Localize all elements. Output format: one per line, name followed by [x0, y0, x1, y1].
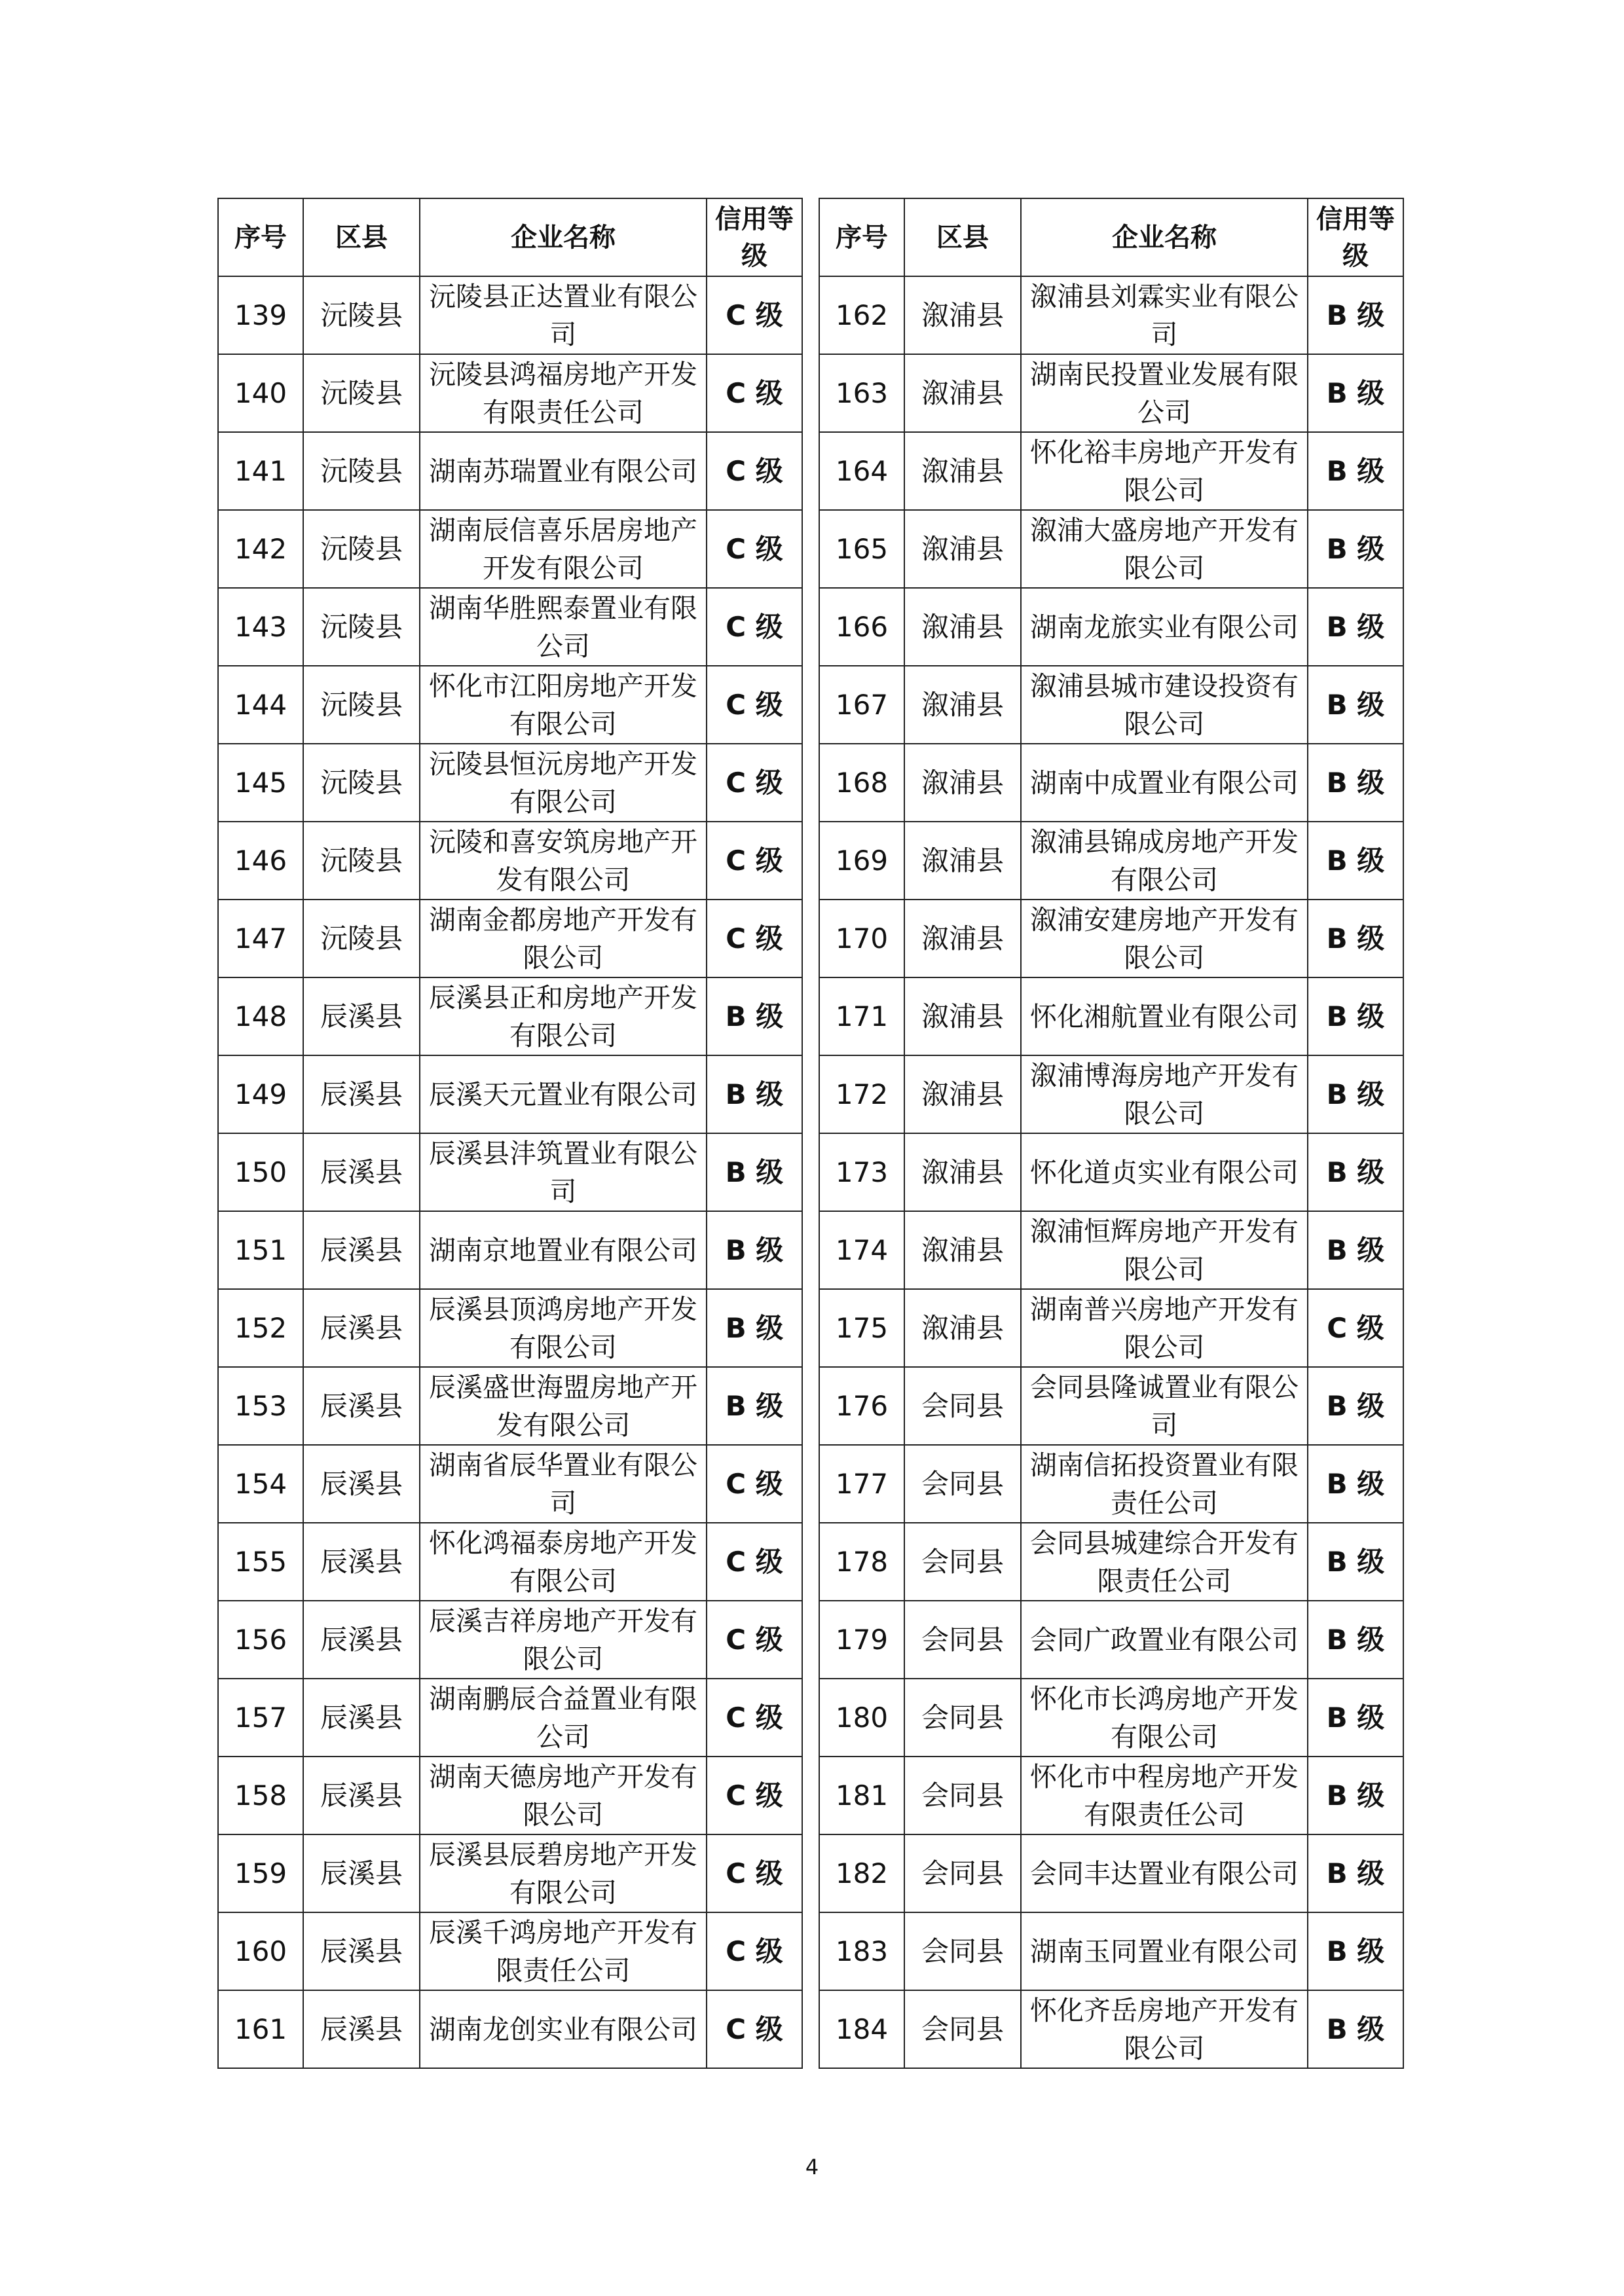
cell-district: 会同县 [904, 1834, 1021, 1912]
cell-district: 溆浦县 [904, 1211, 1021, 1289]
table-row [819, 1912, 1403, 1990]
table-row [218, 822, 802, 900]
cell-district: 溆浦县 [904, 744, 1021, 822]
cell-company-name: 怀化鸿福泰房地产开发有限公司 [420, 1523, 707, 1601]
cell-district: 会同县 [904, 1601, 1021, 1679]
cell-company-name: 湖南信拓投资置业有限责任公司 [1021, 1445, 1308, 1523]
cell-no: 170 [819, 900, 904, 977]
cell-credit-grade: C 级 [707, 1834, 802, 1912]
cell-district: 溆浦县 [904, 666, 1021, 744]
cell-company-name: 湖南华胜熙泰置业有限公司 [420, 588, 707, 666]
cell-no: 152 [218, 1289, 303, 1367]
cell-company-name: 湖南玉同置业有限公司 [1021, 1912, 1308, 1990]
cell-company-name: 溆浦县刘霖实业有限公司 [1021, 276, 1308, 354]
cell-no: 161 [218, 1990, 303, 2068]
cell-district: 沅陵县 [303, 744, 420, 822]
cell-district: 溆浦县 [904, 276, 1021, 354]
table-row [218, 900, 802, 977]
table-row [218, 744, 802, 822]
cell-no: 155 [218, 1523, 303, 1601]
table-header-row [819, 198, 1403, 276]
cell-no: 184 [819, 1990, 904, 2068]
cell-district: 会同县 [904, 1523, 1021, 1601]
table-row [218, 1757, 802, 1834]
cell-district: 辰溪县 [303, 1133, 420, 1211]
cell-credit-grade: B 级 [1308, 510, 1403, 588]
cell-credit-grade: B 级 [1308, 1133, 1403, 1211]
cell-company-name: 湖南天德房地产开发有限公司 [420, 1757, 707, 1834]
cell-credit-grade: B 级 [1308, 1055, 1403, 1133]
cell-district: 沅陵县 [303, 822, 420, 900]
cell-no: 156 [218, 1601, 303, 1679]
cell-credit-grade: B 级 [1308, 588, 1403, 666]
cell-credit-grade: C 级 [707, 276, 802, 354]
cell-credit-grade: B 级 [1308, 1990, 1403, 2068]
table-row [819, 1133, 1403, 1211]
cell-no: 164 [819, 432, 904, 510]
table-row [819, 1055, 1403, 1133]
cell-no: 178 [819, 1523, 904, 1601]
table-row [218, 1912, 802, 1990]
cell-district: 辰溪县 [303, 1990, 420, 2068]
cell-credit-grade: C 级 [707, 1601, 802, 1679]
cell-credit-grade: C 级 [707, 822, 802, 900]
cell-no: 180 [819, 1679, 904, 1757]
cell-district: 辰溪县 [303, 1055, 420, 1133]
cell-credit-grade: C 级 [707, 1679, 802, 1757]
cell-district: 会同县 [904, 1367, 1021, 1445]
cell-credit-grade: C 级 [707, 1523, 802, 1601]
cell-no: 154 [218, 1445, 303, 1523]
cell-company-name: 湖南普兴房地产开发有限公司 [1021, 1289, 1308, 1367]
cell-no: 181 [819, 1757, 904, 1834]
cell-company-name: 辰溪天元置业有限公司 [420, 1055, 707, 1133]
header-grade: 信用等级 [707, 198, 802, 276]
cell-no: 143 [218, 588, 303, 666]
table-row [819, 744, 1403, 822]
table-row [218, 432, 802, 510]
table-body [218, 276, 802, 2068]
table-row [218, 276, 802, 354]
cell-company-name: 怀化湘航置业有限公司 [1021, 977, 1308, 1055]
table-row [819, 1445, 1403, 1523]
table-row [819, 977, 1403, 1055]
table-body [819, 276, 1403, 2068]
cell-no: 145 [218, 744, 303, 822]
cell-credit-grade: B 级 [1308, 666, 1403, 744]
cell-credit-grade: B 级 [1308, 1211, 1403, 1289]
cell-no: 159 [218, 1834, 303, 1912]
table-row [218, 977, 802, 1055]
cell-district: 辰溪县 [303, 1289, 420, 1367]
header-company: 企业名称 [1021, 198, 1308, 276]
cell-district: 沅陵县 [303, 432, 420, 510]
cell-district: 会同县 [904, 1445, 1021, 1523]
cell-district: 溆浦县 [904, 1289, 1021, 1367]
cell-no: 165 [819, 510, 904, 588]
cell-district: 溆浦县 [904, 432, 1021, 510]
cell-district: 会同县 [904, 1757, 1021, 1834]
cell-credit-grade: B 级 [1308, 1445, 1403, 1523]
cell-district: 会同县 [904, 1679, 1021, 1757]
cell-district: 溆浦县 [904, 510, 1021, 588]
cell-company-name: 怀化市长鸿房地产开发有限公司 [1021, 1679, 1308, 1757]
table-row [819, 1990, 1403, 2068]
header-company: 企业名称 [420, 198, 707, 276]
cell-district: 辰溪县 [303, 1367, 420, 1445]
cell-no: 179 [819, 1601, 904, 1679]
cell-district: 会同县 [904, 1912, 1021, 1990]
cell-district: 溆浦县 [904, 1055, 1021, 1133]
cell-no: 157 [218, 1679, 303, 1757]
cell-credit-grade: B 级 [1308, 276, 1403, 354]
cell-company-name: 会同丰达置业有限公司 [1021, 1834, 1308, 1912]
cell-no: 141 [218, 432, 303, 510]
cell-no: 150 [218, 1133, 303, 1211]
page-number: 4 [805, 2155, 819, 2179]
cell-credit-grade: C 级 [707, 1990, 802, 2068]
cell-no: 172 [819, 1055, 904, 1133]
cell-no: 158 [218, 1757, 303, 1834]
cell-no: 144 [218, 666, 303, 744]
cell-credit-grade: B 级 [707, 1289, 802, 1367]
cell-credit-grade: C 级 [707, 900, 802, 977]
cell-credit-grade: B 级 [1308, 1601, 1403, 1679]
cell-credit-grade: C 级 [707, 510, 802, 588]
cell-credit-grade: C 级 [707, 744, 802, 822]
cell-company-name: 怀化裕丰房地产开发有限公司 [1021, 432, 1308, 510]
cell-district: 辰溪县 [303, 1523, 420, 1601]
cell-no: 153 [218, 1367, 303, 1445]
cell-district: 溆浦县 [904, 900, 1021, 977]
cell-credit-grade: B 级 [1308, 1912, 1403, 1990]
cell-district: 会同县 [904, 1990, 1021, 2068]
cell-no: 183 [819, 1912, 904, 1990]
table-row [218, 1679, 802, 1757]
cell-company-name: 湖南省辰华置业有限公司 [420, 1445, 707, 1523]
cell-company-name: 湖南金都房地产开发有限公司 [420, 900, 707, 977]
header-district: 区县 [303, 198, 420, 276]
table-row [218, 1834, 802, 1912]
table-row [218, 1055, 802, 1133]
cell-no: 173 [819, 1133, 904, 1211]
cell-company-name: 溆浦安建房地产开发有限公司 [1021, 900, 1308, 977]
cell-credit-grade: C 级 [1308, 1289, 1403, 1367]
cell-company-name: 溆浦大盛房地产开发有限公司 [1021, 510, 1308, 588]
cell-no: 142 [218, 510, 303, 588]
cell-no: 174 [819, 1211, 904, 1289]
table-row [218, 1133, 802, 1211]
cell-credit-grade: B 级 [1308, 1757, 1403, 1834]
cell-credit-grade: B 级 [1308, 977, 1403, 1055]
cell-company-name: 辰溪县正和房地产开发有限公司 [420, 977, 707, 1055]
cell-district: 溆浦县 [904, 354, 1021, 432]
cell-no: 140 [218, 354, 303, 432]
table-row [218, 1445, 802, 1523]
header-no: 序号 [819, 198, 904, 276]
table-row [218, 1289, 802, 1367]
cell-district: 沅陵县 [303, 666, 420, 744]
cell-district: 沅陵县 [303, 354, 420, 432]
cell-company-name: 辰溪千鸿房地产开发有限责任公司 [420, 1912, 707, 1990]
table-row [819, 432, 1403, 510]
cell-company-name: 湖南中成置业有限公司 [1021, 744, 1308, 822]
table-row [819, 1367, 1403, 1445]
cell-no: 169 [819, 822, 904, 900]
cell-district: 溆浦县 [904, 822, 1021, 900]
cell-credit-grade: B 级 [1308, 354, 1403, 432]
cell-company-name: 会同县城建综合开发有限责任公司 [1021, 1523, 1308, 1601]
cell-credit-grade: C 级 [707, 1757, 802, 1834]
cell-credit-grade: B 级 [1308, 744, 1403, 822]
table-row [819, 900, 1403, 977]
table-row [819, 1523, 1403, 1601]
cell-credit-grade: C 级 [707, 666, 802, 744]
table-row [819, 1834, 1403, 1912]
cell-no: 139 [218, 276, 303, 354]
cell-company-name: 湖南辰信喜乐居房地产开发有限公司 [420, 510, 707, 588]
cell-no: 182 [819, 1834, 904, 1912]
cell-no: 146 [218, 822, 303, 900]
cell-district: 沅陵县 [303, 510, 420, 588]
cell-company-name: 怀化市中程房地产开发有限责任公司 [1021, 1757, 1308, 1834]
cell-company-name: 辰溪县沣筑置业有限公司 [420, 1133, 707, 1211]
cell-company-name: 会同广政置业有限公司 [1021, 1601, 1308, 1679]
cell-no: 171 [819, 977, 904, 1055]
cell-district: 溆浦县 [904, 588, 1021, 666]
header-grade: 信用等级 [1308, 198, 1403, 276]
cell-no: 162 [819, 276, 904, 354]
cell-no: 151 [218, 1211, 303, 1289]
cell-company-name: 湖南龙旅实业有限公司 [1021, 588, 1308, 666]
cell-credit-grade: B 级 [1308, 1523, 1403, 1601]
cell-district: 辰溪县 [303, 1601, 420, 1679]
credit-table-right [819, 198, 1404, 2069]
cell-company-name: 辰溪吉祥房地产开发有限公司 [420, 1601, 707, 1679]
cell-no: 167 [819, 666, 904, 744]
table-row [819, 1211, 1403, 1289]
cell-credit-grade: B 级 [707, 1211, 802, 1289]
cell-credit-grade: B 级 [1308, 822, 1403, 900]
cell-company-name: 湖南民投置业发展有限公司 [1021, 354, 1308, 432]
cell-company-name: 溆浦县锦成房地产开发有限公司 [1021, 822, 1308, 900]
cell-no: 175 [819, 1289, 904, 1367]
table-row [218, 1211, 802, 1289]
cell-no: 163 [819, 354, 904, 432]
table-row [819, 354, 1403, 432]
cell-credit-grade: B 级 [1308, 900, 1403, 977]
table-row [218, 1601, 802, 1679]
cell-district: 辰溪县 [303, 1445, 420, 1523]
cell-company-name: 沅陵县正达置业有限公司 [420, 276, 707, 354]
cell-company-name: 怀化道贞实业有限公司 [1021, 1133, 1308, 1211]
cell-company-name: 怀化市江阳房地产开发有限公司 [420, 666, 707, 744]
cell-no: 149 [218, 1055, 303, 1133]
cell-company-name: 溆浦县城市建设投资有限公司 [1021, 666, 1308, 744]
cell-credit-grade: C 级 [707, 1445, 802, 1523]
cell-district: 辰溪县 [303, 977, 420, 1055]
cell-company-name: 湖南鹏辰合益置业有限公司 [420, 1679, 707, 1757]
cell-company-name: 湖南龙创实业有限公司 [420, 1990, 707, 2068]
cell-company-name: 溆浦恒辉房地产开发有限公司 [1021, 1211, 1308, 1289]
cell-no: 160 [218, 1912, 303, 1990]
cell-district: 溆浦县 [904, 977, 1021, 1055]
cell-district: 溆浦县 [904, 1133, 1021, 1211]
cell-district: 辰溪县 [303, 1757, 420, 1834]
cell-credit-grade: C 级 [707, 432, 802, 510]
table-row [218, 510, 802, 588]
cell-company-name: 辰溪县辰碧房地产开发有限公司 [420, 1834, 707, 1912]
cell-company-name: 辰溪盛世海盟房地产开发有限公司 [420, 1367, 707, 1445]
cell-credit-grade: B 级 [1308, 1679, 1403, 1757]
cell-credit-grade: C 级 [707, 354, 802, 432]
cell-district: 辰溪县 [303, 1679, 420, 1757]
table-row [819, 276, 1403, 354]
table-row [218, 354, 802, 432]
table-row [819, 1289, 1403, 1367]
table-row [819, 1757, 1403, 1834]
table-row [819, 1679, 1403, 1757]
table-row [218, 588, 802, 666]
cell-district: 沅陵县 [303, 900, 420, 977]
cell-company-name: 沅陵县鸿福房地产开发有限责任公司 [420, 354, 707, 432]
table-row [218, 1523, 802, 1601]
cell-district: 辰溪县 [303, 1834, 420, 1912]
cell-credit-grade: B 级 [1308, 432, 1403, 510]
cell-district: 沅陵县 [303, 276, 420, 354]
table-row [819, 1601, 1403, 1679]
credit-table-left [217, 198, 803, 2069]
cell-company-name: 沅陵县恒沅房地产开发有限公司 [420, 744, 707, 822]
table-row [819, 666, 1403, 744]
cell-no: 148 [218, 977, 303, 1055]
table-row [218, 1367, 802, 1445]
cell-credit-grade: C 级 [707, 588, 802, 666]
cell-no: 168 [819, 744, 904, 822]
cell-company-name: 湖南京地置业有限公司 [420, 1211, 707, 1289]
cell-company-name: 怀化齐岳房地产开发有限公司 [1021, 1990, 1308, 2068]
cell-credit-grade: C 级 [707, 1912, 802, 1990]
cell-credit-grade: B 级 [707, 1367, 802, 1445]
cell-company-name: 会同县隆诚置业有限公司 [1021, 1367, 1308, 1445]
cell-credit-grade: B 级 [1308, 1834, 1403, 1912]
header-no: 序号 [218, 198, 303, 276]
cell-district: 辰溪县 [303, 1912, 420, 1990]
cell-district: 沅陵县 [303, 588, 420, 666]
cell-no: 177 [819, 1445, 904, 1523]
cell-credit-grade: B 级 [1308, 1367, 1403, 1445]
cell-company-name: 溆浦博海房地产开发有限公司 [1021, 1055, 1308, 1133]
cell-no: 147 [218, 900, 303, 977]
cell-credit-grade: B 级 [707, 1055, 802, 1133]
cell-no: 166 [819, 588, 904, 666]
table-row [218, 666, 802, 744]
cell-no: 176 [819, 1367, 904, 1445]
table-row [218, 1990, 802, 2068]
header-district: 区县 [904, 198, 1021, 276]
cell-company-name: 辰溪县顶鸿房地产开发有限公司 [420, 1289, 707, 1367]
table-row [819, 588, 1403, 666]
cell-company-name: 湖南苏瑞置业有限公司 [420, 432, 707, 510]
table-row [819, 822, 1403, 900]
cell-district: 辰溪县 [303, 1211, 420, 1289]
table-header-row [218, 198, 802, 276]
cell-credit-grade: B 级 [707, 977, 802, 1055]
cell-company-name: 沅陵和喜安筑房地产开发有限公司 [420, 822, 707, 900]
table-row [819, 510, 1403, 588]
cell-credit-grade: B 级 [707, 1133, 802, 1211]
